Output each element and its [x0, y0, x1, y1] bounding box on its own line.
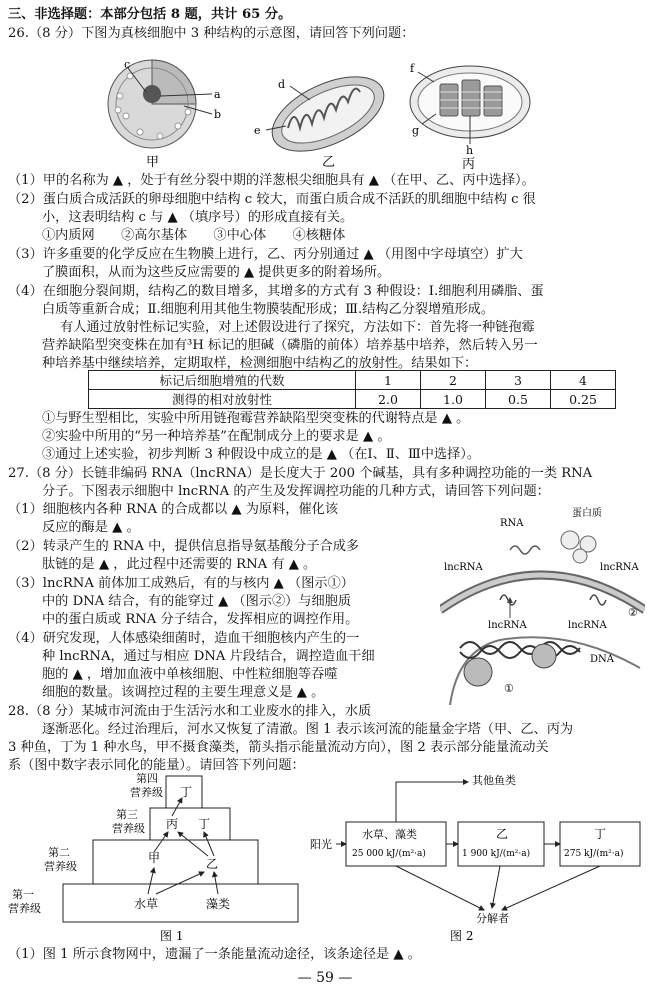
q26-part4-line5: 种培养基中继续培养，定期取样，检测细胞中结构乙的放射性。结果如下：: [42, 356, 478, 371]
table-cell: 0.5: [486, 390, 551, 409]
q27-stem-line2: 分子。下图表示细胞中 lncRNA 的产生及发挥调控功能的几种方式，请回答下列问题：: [42, 484, 550, 499]
table-row: [89, 371, 616, 390]
table-row: [89, 390, 616, 409]
fig-label-lncrna: lncRNA: [568, 620, 607, 631]
label-bing: 丙: [462, 157, 476, 170]
fig-label-circle1: ①: [504, 682, 514, 695]
other-fish-label: 其他鱼类: [472, 774, 516, 787]
node-yi: 乙: [206, 857, 219, 871]
label-a: a: [214, 88, 221, 101]
level3-label: 营养级: [112, 822, 145, 835]
q26-stem: 26.（8 分）下图为真核细胞中 3 种结构的示意图，请回答下列问题：: [8, 26, 415, 41]
sunlight-label: 阳光: [310, 838, 332, 851]
q26-sub3: ③通过上述实验，初步判断 3 种假设中成立的是 ▲ （在Ⅰ、Ⅱ、Ⅲ中选择）。: [42, 447, 481, 462]
q27-stem-line1: 27.（8 分）长链非编码 RNA（lncRNA）是长度大于 200 个碱基，具有多种调控功能的一类 RNA: [8, 466, 593, 481]
q27-part4-line1: （4）研究发现，人体感染细菌时，造血干细胞核内产生的一: [8, 631, 360, 646]
label-h: h: [466, 144, 474, 157]
table-cell: 2.0: [356, 390, 421, 409]
page-number: — 59 —: [297, 970, 353, 986]
level1-label: 第一: [12, 888, 34, 901]
node-zaolei: 藻类: [206, 897, 231, 911]
fig-label-lncrna: lncRNA: [488, 620, 527, 631]
label-f: f: [410, 62, 415, 75]
node-ding: 丁: [198, 817, 211, 831]
level3-label: 第三: [116, 808, 138, 821]
q28-stem-line1: 28.（8 分）某城市河流由于生活污水和工业废水的排入，水质: [8, 704, 372, 719]
q28-part1: （1）图 1 所示食物网中，遗漏了一条能量流动途径，该条途径是 ▲ 。: [8, 947, 421, 962]
q27-part4-line2: 种 lncRNA，通过与相应 DNA 片段结合，调控造血干细: [42, 649, 375, 664]
q26-sub1: ①与野生型相比，实验中所用链孢霉营养缺陷型突变株的代谢特点是 ▲ 。: [42, 411, 470, 426]
node-shuicao: 水草: [134, 897, 159, 911]
label-e: e: [254, 124, 261, 137]
table-cell: 3: [486, 371, 551, 390]
q27-part4-line4: 细胞的数量。该调控过程的主要生理意义是 ▲ 。: [42, 685, 325, 700]
box-ding: 丁: [594, 827, 607, 841]
decomposer-label: 分解者: [476, 912, 509, 925]
node-ding-top: 丁: [180, 785, 193, 799]
q26-figure-cell-structures: [100, 44, 570, 170]
label-c: c: [124, 58, 131, 71]
q27-part3-line2: 中的 DNA 结合，有的能穿过 ▲ （图示②）与细胞质: [42, 594, 352, 609]
q26-part4-line4: 营养缺陷型突变株在加有³H 标记的胆碱（磷脂的前体）培养基中培养，然后转入另一: [42, 338, 538, 353]
section-title: 三、非选择题：本部分包括 8 题，共计 65 分。: [8, 7, 292, 22]
q27-part3-line1: （3）lncRNA 前体加工成熟后，有的与核内 ▲ （图示①）: [8, 576, 354, 591]
box-ding-energy: 275 kJ/(m²·a): [564, 849, 624, 859]
label-b: b: [214, 108, 222, 121]
figure1-caption: 图 1: [160, 929, 184, 943]
box-yi: 乙: [496, 827, 509, 841]
q27-part1-line1: （1）细胞核内各种 RNA 的合成都以 ▲ 为原料，催化该: [8, 502, 339, 517]
box-producers-energy: 25 000 kJ/(m²·a): [352, 849, 426, 859]
table-cell: 4: [551, 371, 616, 390]
level2-label: 第二: [48, 846, 70, 859]
q27-part1-line2: 反应的酶是 ▲ 。: [42, 520, 140, 535]
table-cell: 1.0: [421, 390, 486, 409]
figure2-caption: 图 2: [450, 929, 474, 943]
q26-part4-line2: 白质等重新合成；Ⅱ.细胞利用其他生物膜装配形成；Ⅲ.结构乙分裂增殖形成。: [42, 302, 495, 317]
q26-sub2: ②实验中所用的“另一种培养基”在配制成分上的要求是 ▲ 。: [42, 429, 391, 444]
q26-part2-options: ①内质网 ②高尔基体 ③中心体 ④核糖体: [42, 228, 346, 243]
fig-label-lncrna: lncRNA: [444, 562, 483, 573]
q27-part4-line3: 胞的 ▲ ，增加血液中单核细胞、中性粒细胞等吞噬: [42, 667, 338, 682]
fig-label-rna: RNA: [500, 518, 524, 529]
q26-part4-line3: 有人通过放射性标记实验，对上述假设进行了探究，方法如下：首先将一种链孢霉: [60, 320, 535, 335]
table-cell: 2: [421, 371, 486, 390]
table-header-radioactivity: 测得的相对放射性: [89, 390, 356, 409]
box-yi-energy: 1 900 kJ/(m²·a): [462, 849, 531, 859]
q27-part2-line2: 肽链的是 ▲ ，此过程中还需要的 RNA 有 ▲ 。: [42, 557, 317, 572]
fig-label-circle2: ②: [628, 606, 638, 619]
level4-label: 第四: [136, 772, 158, 785]
q26-part3-line2: 了膜面积，从而为这些反应需要的 ▲ 提供更多的附着场所。: [42, 265, 391, 280]
q26-part2-line1: （2）蛋白质合成活跃的卵母细胞中结构 c 较大，而蛋白质合成不活跃的肌细胞中结构 c 很: [8, 192, 536, 207]
box-producers: 水草、藻类: [362, 828, 417, 841]
q26-part4-line1: （4）在细胞分裂间期，结构乙的数目增多，其增多的方式有 3 种假设：Ⅰ.细胞利用磷脂、蛋: [8, 284, 544, 299]
lncrna-figure: [440, 500, 645, 705]
level4-label: 营养级: [130, 786, 163, 799]
level2-label: 营养级: [44, 860, 77, 873]
label-d: d: [278, 78, 286, 91]
fig-label-protein: 蛋白质: [572, 508, 602, 519]
fig-label-lncrna: lncRNA: [600, 562, 639, 573]
nucleus-illustration: [108, 58, 221, 170]
label-jia: 甲: [146, 155, 160, 170]
node-bing: 丙: [166, 817, 179, 831]
radioactivity-table: [88, 370, 616, 409]
node-jia: 甲: [148, 851, 161, 865]
q27-part3-line3: 中的蛋白质或 RNA 分子结合，发挥相应的调控作用。: [42, 612, 359, 627]
energy-flow-figure: [310, 772, 645, 944]
q26-part2-line2: 小，这表明结构 c 与 ▲ （填序号）的形成直接有关。: [42, 210, 354, 225]
table-cell: 0.25: [551, 390, 616, 409]
q27-part2-line1: （2）转录产生的 RNA 中，提供信息指导氨基酸分子合成多: [8, 539, 360, 554]
level1-label: 营养级: [8, 902, 41, 915]
q28-stem-line4: 系（图中数字表示同化的能量）。请回答下列问题：: [8, 758, 305, 773]
fig-label-dna: DNA: [590, 654, 614, 665]
mitochondrion-illustration: [254, 61, 395, 170]
q26-part1: （1）甲的名称为 ▲ ，处于有丝分裂中期的洋葱根尖细胞具有 ▲ （在甲、乙、丙中选择）。: [8, 173, 535, 188]
chloroplast-illustration: [410, 62, 530, 170]
table-cell: 1: [356, 371, 421, 390]
label-g: g: [412, 124, 420, 137]
label-yi: 乙: [322, 155, 336, 170]
q26-part3-line1: （3）许多重要的化学反应在生物膜上进行，乙、丙分别通过 ▲ （用图中字母填空）扩大: [8, 247, 523, 262]
q28-stem-line2: 逐渐恶化。经过治理后，河水又恢复了清澈。图 1 表示该河流的能量金字塔（甲、乙、丙为: [42, 722, 574, 737]
table-header-generation: 标记后细胞增殖的代数: [89, 371, 356, 390]
energy-pyramid-figure: [8, 772, 308, 944]
q28-stem-line3: 3 种鱼，丁为 1 种水鸟，甲不摄食藻类，箭头指示能量流动方向），图 2 表示部分能量流动关: [8, 740, 549, 755]
